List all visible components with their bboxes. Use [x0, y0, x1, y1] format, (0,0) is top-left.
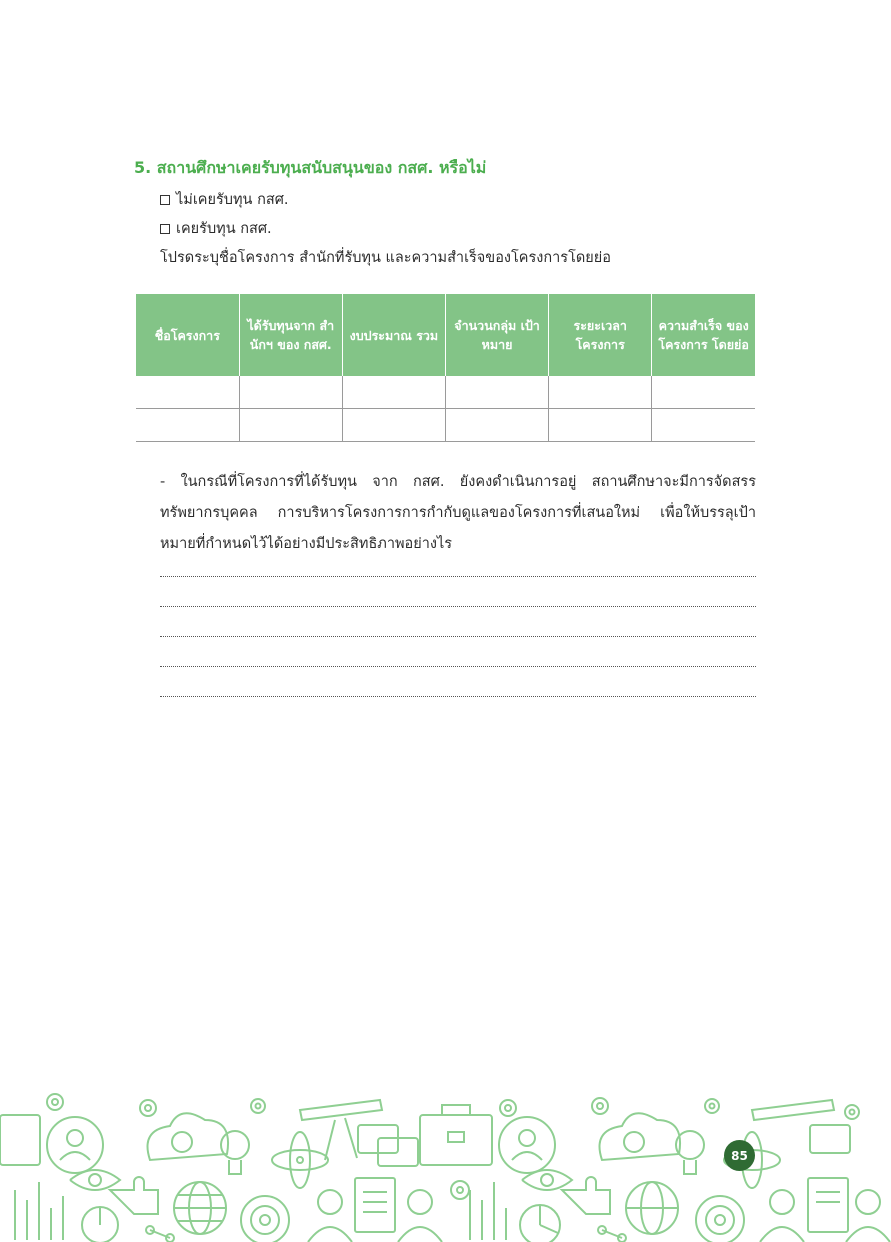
- table-row: [136, 409, 755, 442]
- table-cell[interactable]: [445, 376, 548, 409]
- network-icon: [146, 1226, 174, 1242]
- person-icon: [398, 1190, 442, 1242]
- person-icon: [760, 1190, 804, 1242]
- header-duration: ระยะเวลา โครงการ: [549, 294, 652, 376]
- answer-line[interactable]: [160, 696, 756, 697]
- checkbox[interactable]: [160, 224, 170, 234]
- decorative-icon-pattern: [0, 1080, 891, 1242]
- cloud-sync-icon: [600, 1113, 681, 1160]
- gear-icon: [251, 1099, 265, 1113]
- table-cell[interactable]: [342, 376, 445, 409]
- table-cell[interactable]: [549, 376, 652, 409]
- project-table: [136, 294, 755, 442]
- gear-icon: [47, 1094, 63, 1110]
- table-header-row: [136, 294, 755, 376]
- option-never-funded[interactable]: [160, 188, 289, 211]
- table-cell[interactable]: [239, 376, 342, 409]
- pie-chart-icon: [520, 1205, 560, 1242]
- target-icon: [241, 1196, 289, 1242]
- gear-icon: [845, 1105, 859, 1119]
- globe-icon: [626, 1182, 678, 1234]
- gear-icon: [592, 1098, 608, 1114]
- chat-icon: [810, 1125, 850, 1153]
- table-cell[interactable]: [652, 376, 755, 409]
- gear-icon: [140, 1100, 156, 1116]
- bar-chart-icon: [15, 1182, 63, 1240]
- table-cell[interactable]: [445, 409, 548, 442]
- gear-icon: [500, 1100, 516, 1116]
- answer-line[interactable]: [160, 576, 756, 577]
- person-icon: [308, 1190, 352, 1242]
- table-cell[interactable]: [652, 409, 755, 442]
- checkbox[interactable]: [160, 195, 170, 205]
- header-funding-source: ได้รับทุนจาก สำนักฯ ของ กสศ.: [239, 294, 342, 376]
- atom-icon: [272, 1132, 328, 1188]
- header-target-group: จำนวนกลุ่ม เป้าหมาย: [445, 294, 548, 376]
- answer-line[interactable]: [160, 666, 756, 667]
- gear-icon: [451, 1181, 469, 1199]
- gear-icon: [705, 1099, 719, 1113]
- user-target-icon: [47, 1117, 103, 1173]
- option-label: ไม่เคยรับทุน กสศ.: [176, 192, 289, 208]
- header-budget: งบประมาณ รวม: [342, 294, 445, 376]
- page-number: 85: [724, 1140, 755, 1171]
- section-title: 5. สถานศึกษาเคยรับทุนสนับสนุนของ กสศ. หรือไม่: [134, 158, 487, 177]
- option-funded[interactable]: [160, 217, 272, 240]
- telescope-icon: [752, 1100, 834, 1120]
- table-row: [136, 376, 755, 409]
- network-icon: [598, 1226, 626, 1242]
- cloud-sync-icon: [148, 1113, 229, 1160]
- user-target-icon: [499, 1117, 555, 1173]
- lightbulb-icon: [221, 1131, 249, 1174]
- target-icon: [696, 1196, 744, 1242]
- table-cell[interactable]: [549, 409, 652, 442]
- briefcase-icon: [0, 1115, 40, 1165]
- answer-line[interactable]: [160, 636, 756, 637]
- document-icon: [808, 1178, 848, 1232]
- answer-line[interactable]: [160, 606, 756, 607]
- instruction-text: โปรดระบุชื่อโครงการ สำนักที่รับทุน และความสำเร็จของโครงการโดยย่อ: [160, 250, 611, 266]
- option-label: เคยรับทุน กสศ.: [176, 221, 272, 237]
- header-project-name: ชื่อโครงการ: [136, 294, 239, 376]
- header-success: ความสำเร็จ ของโครงการ โดยย่อ: [652, 294, 755, 376]
- chat-icon: [358, 1125, 418, 1166]
- pie-chart-icon: [82, 1207, 118, 1242]
- question-text: - ในกรณีที่โครงการที่ได้รับทุน จาก กสศ. ยังคงดำเนินการอยู่ สถานศึกษาจะมีการจัดสรรทรัพยากรบุคคล การบริหารโครงการการกำกับดูแลของโครงการที่เสนอใหม่ เพื่อให้บรรลุเป้าหมายที่กำหนดไว้ได้อย่างมีประสิทธิภาพอย่างไร: [160, 474, 756, 552]
- table-cell[interactable]: [239, 409, 342, 442]
- briefcase-icon: [420, 1105, 492, 1165]
- document-icon: [355, 1178, 395, 1232]
- person-icon: [846, 1190, 890, 1242]
- globe-icon: [174, 1182, 226, 1234]
- table-cell[interactable]: [342, 409, 445, 442]
- table-cell[interactable]: [136, 376, 239, 409]
- bar-chart-icon: [470, 1182, 506, 1240]
- table-cell[interactable]: [136, 409, 239, 442]
